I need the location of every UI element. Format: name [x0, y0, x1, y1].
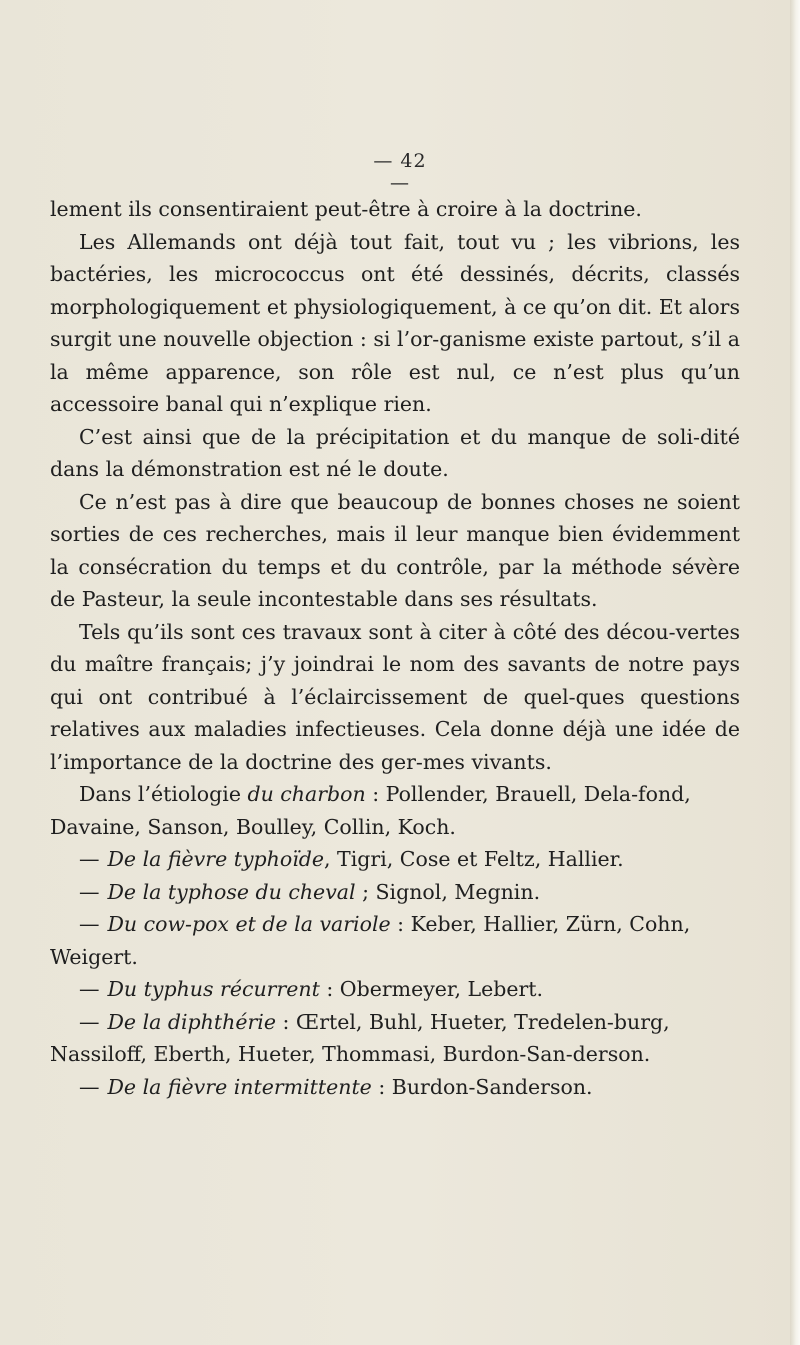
paragraph-5: Tels qu’ils sont ces travaux sont à citer à côté des décou-vertes du maître français; j’y joindrai le nom des savants de notre pays qui ont contribué à l’éclaircissement de quel-ques questions relatives aux maladies infectieuses. Cela donne déjà une idée de l’importance de la doctrine des ger-mes vivants. [50, 619, 740, 774]
etiology-entry-charbon [50, 778, 740, 843]
etiology-entry-cow-pox [50, 908, 740, 973]
etiology-entry-fievre-typhoide [50, 843, 740, 876]
paragraph-1: lement ils consentiraient peut-être à croire à la doctrine. [50, 197, 642, 221]
entry-dash: — [79, 879, 100, 904]
paragraph-2: Les Allemands ont déjà tout fait, tout vu ; les vibrions, les bactéries, les micrococcus ont été dessinés, décrits, classés morphologiquement et physiologiquement, à ce qu’on dit. Et alors surgit une nouvelle objection : si l’or-ganisme existe partout, s’il a la même apparence, son rôle est nul, ce n’est plus qu’un accessoire banal qui n’explique rien. [50, 229, 740, 416]
entry-topic: De la typhose du cheval [107, 879, 356, 904]
entry-topic: De la diphthérie [107, 1009, 276, 1034]
entry-topic: Du cow-pox et de la variole [107, 912, 391, 936]
entry-dash: — [79, 977, 100, 1001]
etiology-entry-typhose-cheval [50, 876, 740, 909]
entry-names: : Œrtel, Buhl, Hueter, Tredelen-burg, Nassiloff, Eberth, Hueter, Thommasi, Burdon-San-derson. [50, 1009, 670, 1066]
etiology-entry-typhus [50, 973, 740, 1006]
entry-topic: du charbon [247, 782, 366, 806]
page-number: — 42 — [373, 150, 427, 194]
entry-names: : Pollender, Brauell, Dela-fond, Davaine, Sanson, Boulley, Collin, Koch. [50, 782, 691, 839]
entry-topic: Du typhus récurrent [107, 977, 320, 1001]
entry-dash: — [79, 912, 100, 936]
paragraph-3: C’est ainsi que de la précipitation et du manque de soli-dité dans la démonstration est né le doute. [50, 424, 740, 481]
entry-dash: — [79, 847, 100, 871]
entry-topic: De la fièvre intermittente [107, 1074, 372, 1099]
entry-names: : Obermeyer, Lebert. [319, 977, 544, 1001]
entry-dash: — [79, 1074, 100, 1099]
entry-names: : Burdon-Sanderson. [371, 1074, 593, 1099]
body-text [50, 193, 740, 1103]
entry-names: , Tigri, Cose et Feltz, Hallier. [324, 847, 624, 871]
etiology-entry-diphtherie [50, 1006, 740, 1071]
entry-topic: De la fièvre typhoïde [107, 847, 325, 871]
etiology-entry-fievre-intermittente [50, 1071, 740, 1104]
entry-names: ; Signol, Megnin. [355, 879, 541, 904]
entry-dash: — [79, 1009, 100, 1034]
entry-prefix: Dans l’étiologie [79, 782, 248, 806]
paragraph-4: Ce n’est pas à dire que beaucoup de bonnes choses ne soient sorties de ces recherches, mais il leur manque bien évidemment la consécration du temps et du contrôle, par la méthode sévère de Pasteur, la seule incontestable dans ses résultats. [50, 489, 740, 611]
entry-names: : Keber, Hallier, Zürn, Cohn, Weigert. [50, 912, 691, 969]
page-edge [790, 0, 800, 1345]
